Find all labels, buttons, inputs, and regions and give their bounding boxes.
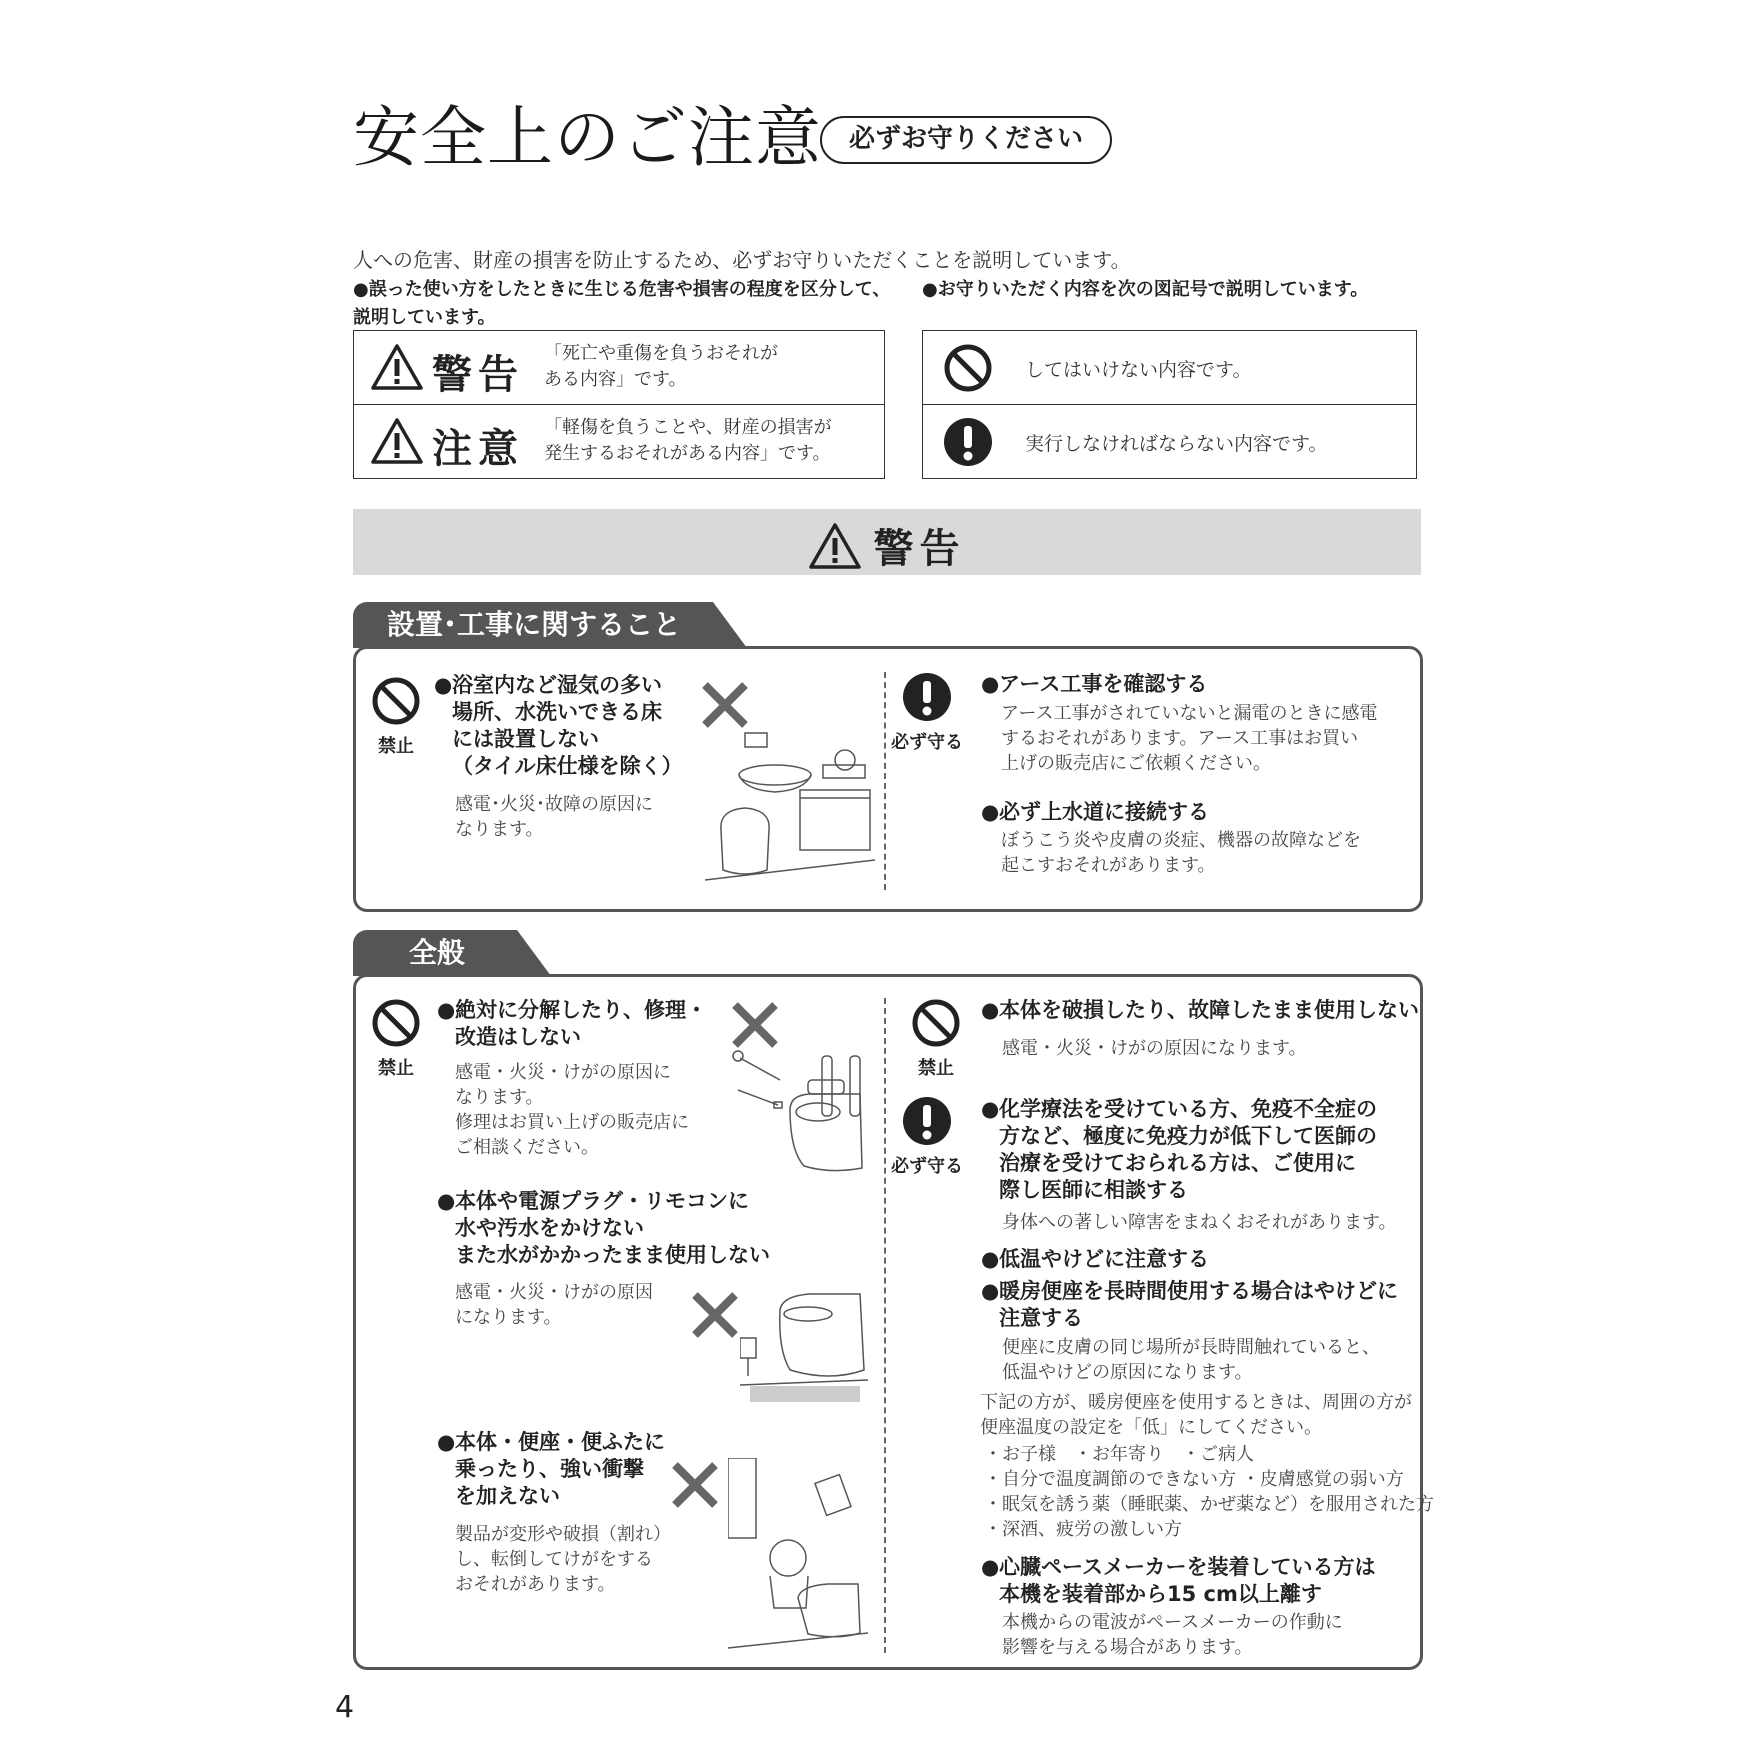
general-right-heading-2 bbox=[981, 1096, 1377, 1204]
warning-triangle-icon bbox=[370, 417, 424, 465]
section-tab-general: 全般 bbox=[353, 930, 517, 976]
install-right-heading-2 bbox=[981, 799, 1209, 826]
heading-line: には設置しない bbox=[452, 727, 599, 751]
level-desc-line: ある内容」です。 bbox=[544, 369, 687, 390]
level-desc-warning bbox=[544, 341, 844, 393]
general-right-heading-4 bbox=[981, 1278, 1398, 1332]
body-line: 低温やけどの原因になります。 bbox=[1002, 1362, 1253, 1383]
body-line: 影響を与える場合があります。 bbox=[1002, 1637, 1253, 1658]
mandatory-symbol bbox=[890, 672, 964, 754]
bullet: ● bbox=[981, 1097, 1000, 1121]
general-left-body-3 bbox=[455, 1522, 671, 1597]
symbol-desc-prohibited: してはいけない内容です。 bbox=[1025, 359, 1252, 381]
bathroom-toilet-illustration bbox=[705, 730, 875, 890]
section-tab-install: 設置･工事に関すること bbox=[353, 602, 713, 648]
install-left-body bbox=[455, 792, 653, 842]
heading-line: 注意する bbox=[999, 1306, 1083, 1330]
legend-row-caution bbox=[354, 404, 884, 478]
body-line: なります。 bbox=[455, 819, 544, 840]
warning-triangle-icon bbox=[808, 522, 862, 570]
heading-line: 低温やけどに注意する bbox=[999, 1247, 1209, 1271]
page-number: 4 bbox=[335, 1690, 355, 1725]
body-line: 感電・火災・けがの原因になります。 bbox=[1002, 1038, 1307, 1059]
general-left-body-2 bbox=[455, 1280, 653, 1330]
prohibited-icon bbox=[371, 998, 421, 1048]
level-word-caution: 注意 bbox=[432, 426, 524, 472]
note-line: 便座温度の設定を「低」にしてください。 bbox=[980, 1417, 1322, 1438]
symbol-legend bbox=[922, 330, 1417, 479]
prohibited-symbol bbox=[906, 998, 966, 1080]
mandatory-icon bbox=[902, 1096, 952, 1146]
install-right-body-1 bbox=[1001, 701, 1378, 776]
symbol-desc-mandatory: 実行しなければならない内容です。 bbox=[1025, 433, 1328, 455]
legend-note-left: ●誤った使い方をしたときに生じる危害や損害の程度を区分して、説明しています。 bbox=[353, 279, 891, 328]
body-line: 感電・火災・けがの原因に bbox=[455, 1062, 671, 1083]
general-right-heading-5 bbox=[981, 1554, 1376, 1608]
bullet: ● bbox=[981, 998, 1000, 1022]
general-left-body-1 bbox=[455, 1060, 689, 1160]
bullet: ● bbox=[981, 1555, 1000, 1579]
body-line: ご相談ください。 bbox=[455, 1137, 599, 1158]
install-left-heading bbox=[434, 672, 683, 780]
water-splash-illustration bbox=[740, 1290, 868, 1405]
bullet: ● bbox=[437, 1189, 456, 1213]
prohibited-icon bbox=[371, 676, 421, 726]
install-right-body-2 bbox=[1001, 828, 1361, 878]
body-line: 便座に皮膚の同じ場所が長時間触れていると、 bbox=[1002, 1337, 1380, 1358]
x-mark-icon bbox=[730, 1000, 780, 1050]
body-line: し、転倒してけがをする bbox=[455, 1549, 653, 1570]
level-desc-line: 発生するおそれがある内容」です。 bbox=[544, 443, 831, 464]
bullet: ● bbox=[437, 1430, 456, 1454]
general-left-heading-1 bbox=[437, 997, 707, 1051]
bullet: ● bbox=[437, 998, 456, 1022]
body-line: なります。 bbox=[455, 1087, 544, 1108]
legend-row-mandatory bbox=[923, 404, 1416, 478]
mandatory-symbol bbox=[890, 1096, 964, 1178]
heading-line: 暖房便座を長時間使用する場合はやけどに bbox=[999, 1279, 1398, 1303]
banner-word: 警告 bbox=[873, 526, 966, 572]
level-desc-line: 「死亡や重傷を負うおそれが bbox=[544, 343, 778, 364]
child-climbing-illustration bbox=[728, 1458, 868, 1653]
general-right-body-4 bbox=[1002, 1335, 1380, 1385]
bullet: ● bbox=[981, 1247, 1000, 1271]
x-mark-icon bbox=[670, 1460, 720, 1510]
list-item: ・深酒、疲労の激しい方 bbox=[984, 1519, 1182, 1540]
body-line: 感電･火災･故障の原因に bbox=[455, 794, 653, 815]
bullet: ● bbox=[981, 1279, 1000, 1303]
body-line: ぼうこう炎や皮膚の炎症、機器の故障などを bbox=[1001, 830, 1361, 851]
body-line: 本機からの電波がペースメーカーの作動に bbox=[1002, 1612, 1343, 1633]
legend-note-right: ●お守りいただく内容を次の図記号で説明しています。 bbox=[922, 279, 1369, 300]
heading-line: を加えない bbox=[455, 1484, 560, 1508]
heading-line: 水や汚水をかけない bbox=[455, 1216, 644, 1240]
heading-line: 本体や電源プラグ・リモコンに bbox=[455, 1189, 749, 1213]
note-line: 下記の方が、暖房便座を使用するときは、周囲の方が bbox=[980, 1392, 1412, 1413]
heated-seat-note bbox=[980, 1390, 1412, 1440]
mandatory-icon bbox=[902, 672, 952, 722]
heading-line: また水がかかったまま使用しない bbox=[455, 1243, 770, 1267]
prohibited-icon bbox=[911, 998, 961, 1048]
legend-row-prohibited bbox=[923, 331, 1416, 404]
legend-row-warning bbox=[354, 331, 884, 404]
bullet: ● bbox=[981, 800, 1000, 824]
list-item: ・眠気を誘う薬（睡眠薬、かぜ薬など）を服用された方 bbox=[984, 1494, 1434, 1515]
section-divider bbox=[884, 998, 886, 1653]
heading-line: 本体を破損したり、故障したまま使用しない bbox=[999, 998, 1419, 1022]
level-desc-line: 「軽傷を負うことや、財産の損害が bbox=[544, 417, 832, 438]
level-desc-caution bbox=[544, 415, 844, 467]
page-title: 安全上のご注意 bbox=[353, 99, 822, 176]
body-line: アース工事がされていないと漏電のときに感電 bbox=[1001, 703, 1378, 724]
heading-line: （タイル床仕様を除く） bbox=[452, 754, 683, 778]
body-line: 修理はお買い上げの販売店に bbox=[455, 1112, 689, 1133]
level-word-warning: 警告 bbox=[432, 352, 524, 398]
bullet: ● bbox=[434, 673, 453, 697]
heading-line: 場所、水洗いできる床 bbox=[452, 700, 662, 724]
bullet: ● bbox=[981, 672, 1000, 696]
prohibited-symbol bbox=[366, 676, 426, 758]
prohibited-label: 禁止 bbox=[918, 1058, 954, 1079]
disassembly-illustration bbox=[730, 1050, 870, 1175]
body-line: おそれがあります。 bbox=[455, 1574, 616, 1595]
heading-line: 本体・便座・便ふたに bbox=[455, 1430, 665, 1454]
body-line: するおそれがあります。アース工事はお買い bbox=[1001, 728, 1359, 749]
list-item: ・自分で温度調節のできない方 ・皮膚感覚の弱い方 bbox=[984, 1469, 1404, 1490]
heading-line: 治療を受けておられる方は、ご使用に bbox=[999, 1151, 1356, 1175]
heading-line: 際し医師に相談する bbox=[999, 1178, 1188, 1202]
body-line: 製品が変形や破損（割れ） bbox=[455, 1524, 671, 1545]
body-line: 身体への著しい障害をまねくおそれがあります。 bbox=[1002, 1212, 1397, 1233]
general-left-heading-3 bbox=[437, 1429, 665, 1510]
install-right-heading-1 bbox=[981, 671, 1208, 698]
prohibited-symbol bbox=[366, 998, 426, 1080]
general-right-heading-1 bbox=[981, 997, 1419, 1024]
heading-line: 浴室内など湿気の多い bbox=[452, 673, 662, 697]
heading-line: 化学療法を受けている方、免疫不全症の bbox=[999, 1097, 1377, 1121]
title-badge: 必ずお守りください bbox=[820, 116, 1112, 164]
heading-line: 必ず上水道に接続する bbox=[999, 800, 1209, 824]
prohibited-label: 禁止 bbox=[378, 1058, 414, 1079]
prohibited-icon bbox=[943, 343, 993, 393]
intro-text: 人への危害、財産の損害を防止するため、必ずお守りいただくことを説明しています。 bbox=[353, 248, 1131, 272]
heading-line: 本機を装着部から15 cm以上離す bbox=[999, 1582, 1322, 1606]
heading-line: 乗ったり、強い衝撃 bbox=[455, 1457, 644, 1481]
severity-legend bbox=[353, 330, 885, 479]
at-risk-list bbox=[984, 1442, 1434, 1542]
general-right-heading-3 bbox=[981, 1246, 1209, 1273]
general-right-body-1 bbox=[1002, 1036, 1307, 1061]
general-left-heading-2 bbox=[437, 1188, 770, 1269]
mandatory-label: 必ず守る bbox=[891, 732, 963, 753]
heading-line: 絶対に分解したり、修理・ bbox=[455, 998, 707, 1022]
x-mark-icon bbox=[700, 680, 750, 730]
body-line: 起こすおそれがあります。 bbox=[1001, 855, 1216, 876]
section-divider bbox=[884, 672, 886, 890]
body-line: 上げの販売店にご依頼ください。 bbox=[1001, 753, 1271, 774]
body-line: 感電・火災・けがの原因 bbox=[455, 1282, 653, 1303]
list-item: ・お子様 ・お年寄り ・ご病人 bbox=[984, 1444, 1254, 1465]
heading-line: 改造はしない bbox=[455, 1025, 581, 1049]
general-right-body-5 bbox=[1002, 1610, 1343, 1660]
heading-line: アース工事を確認する bbox=[999, 672, 1208, 696]
x-mark-icon bbox=[690, 1290, 740, 1340]
body-line: になります。 bbox=[455, 1307, 562, 1328]
heading-line: 方など、極度に免疫力が低下して医師の bbox=[999, 1124, 1377, 1148]
prohibited-label: 禁止 bbox=[378, 736, 414, 757]
mandatory-label: 必ず守る bbox=[891, 1156, 963, 1177]
heading-line: 心臓ペースメーカーを装着している方は bbox=[999, 1555, 1376, 1579]
warning-triangle-icon bbox=[370, 343, 424, 391]
general-right-body-2 bbox=[1002, 1210, 1397, 1235]
warning-banner bbox=[353, 509, 1421, 575]
mandatory-icon bbox=[943, 417, 993, 467]
